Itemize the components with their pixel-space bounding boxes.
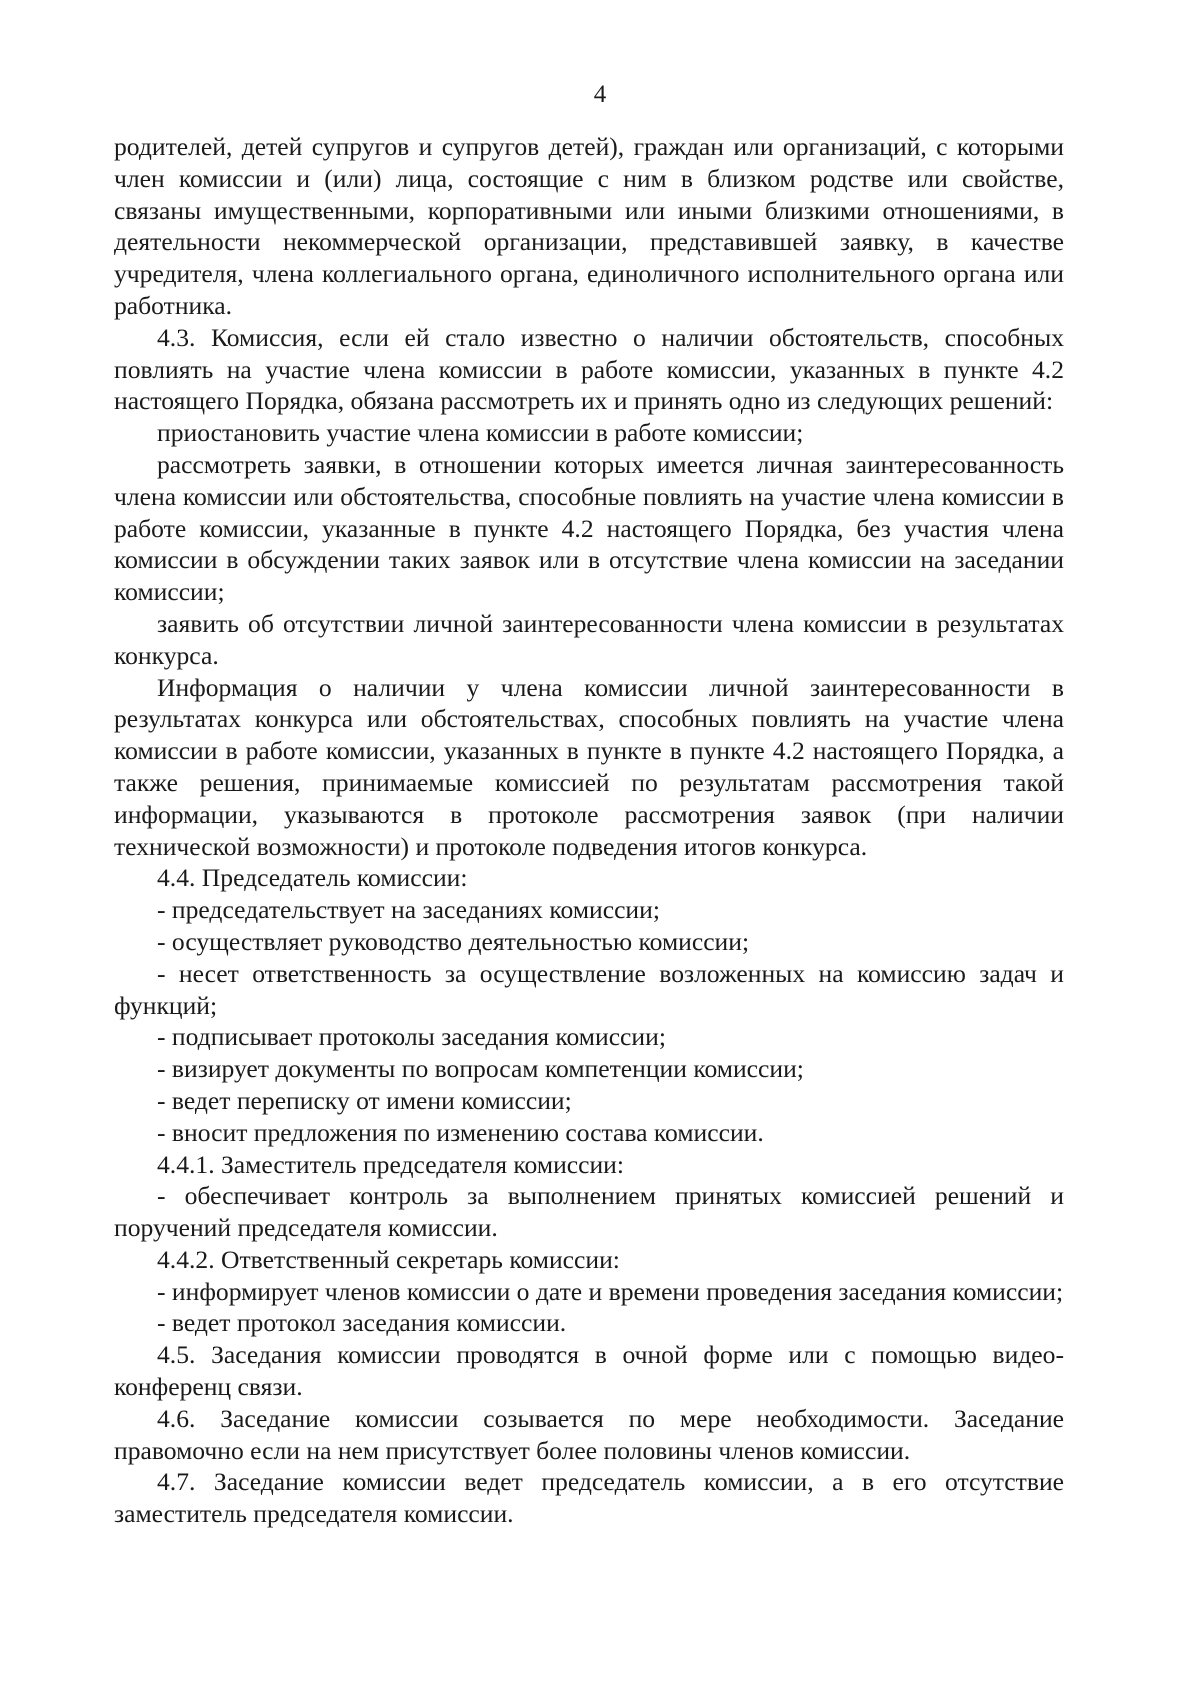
paragraph: - подписывает протоколы заседания комиссии; [157,1022,666,1052]
paragraph: 4.4.2. Ответственный секретарь комиссии: [157,1244,620,1274]
paragraph: - ведет протокол заседания комиссии. [157,1308,567,1338]
paragraph: родителей, детей супругов и супругов детей), граждан или организаций, с которыми член комиссии и (или) лица, состоящие с ним в близком родстве или свойстве, связаны имущественными, корпоративными или иными близкими отношениями, в деятельности некоммерческой организации, представившей заявку, в качестве учредителя, члена коллегиального органа, единоличного исполнительного органа или работника. [114,132,1064,320]
paragraph: 4.4. Председатель комиссии: [157,863,468,893]
document-body [114,131,1064,1530]
paragraph: - несет ответственность за осуществление возложенных на комиссию задач и функций; [114,958,1064,1020]
paragraph: 4.4.1. Заместитель председателя комиссии: [157,1149,624,1179]
paragraph: - вносит предложения по изменению состава комиссии. [157,1117,764,1147]
paragraph: - обеспечивает контроль за выполнением принятых комиссией решений и поручений председателя комиссии. [114,1181,1064,1243]
paragraph: - осуществляет руководство деятельностью комиссии; [157,926,750,956]
paragraph: - визирует документы по вопросам компетенции комиссии; [157,1054,804,1084]
paragraph: 4.3. Комиссия, если ей стало известно о наличии обстоятельств, способных повлиять на участие члена комиссии в работе комиссии, указанных в пункте 4.2 настоящего Порядка, обязана рассмотреть их и принять одно из следующих решений: [114,322,1064,416]
paragraph: 4.5. Заседания комиссии проводятся в очной форме или с помощью видео-конференц связи. [114,1340,1064,1402]
paragraph: 4.7. Заседание комиссии ведет председатель комиссии, а в его отсутствие заместитель председателя комиссии. [114,1467,1064,1529]
paragraph: - информирует членов комиссии о дате и времени проведения заседания комиссии; [157,1276,1064,1306]
paragraph: приостановить участие члена комиссии в работе комиссии; [157,418,804,448]
page-number: 4 [593,81,607,108]
paragraph: рассмотреть заявки, в отношении которых имеется личная заинтересованность члена комиссии или обстоятельства, способные повлиять на участие члена комиссии в работе комиссии, указанные в пункте 4.2 настоящего Порядка, без участия члена комиссии в обсуждении таких заявок или в отсутствие члена комиссии на заседании комиссии; [114,449,1064,607]
paragraph: Информация о наличии у члена комиссии личной заинтересованности в результатах конкурса или обстоятельствах, способных повлиять на участие члена комиссии в работе комиссии, указанных в пункте в пункте 4.2 настоящего Порядка, а также решения, принимаемые комиссией по результатам рассмотрения такой информации, указываются в протоколе рассмотрения заявок (при наличии технической возможности) и протоколе подведения итогов конкурса. [114,672,1064,861]
paragraph: - председательствует на заседаниях комиссии; [157,895,660,925]
paragraph: - ведет переписку от имени комиссии; [157,1085,572,1115]
paragraph: 4.6. Заседание комиссии созывается по мере необходимости. Заседание правомочно если на нем присутствует более половины членов комиссии. [114,1403,1064,1465]
paragraph: заявить об отсутствии личной заинтересованности члена комиссии в результатах конкурса. [114,608,1064,670]
